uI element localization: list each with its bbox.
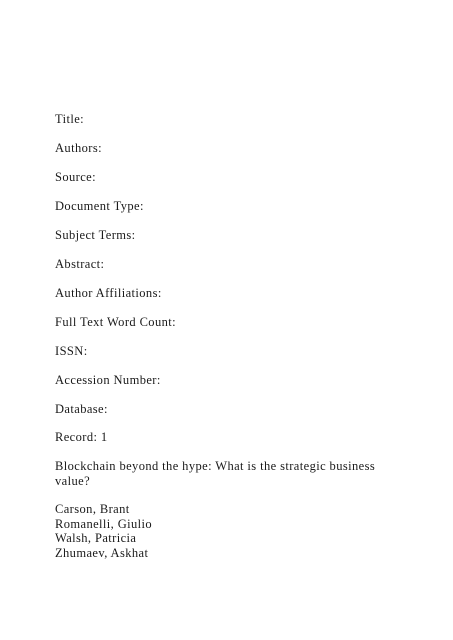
field-label-document-type: Document Type: — [55, 199, 144, 213]
field-label-author-affiliations: Author Affiliations: — [55, 286, 162, 300]
field-label-title: Title: — [55, 112, 85, 126]
author-name: Carson, Brant — [55, 502, 130, 516]
field-label-issn: ISSN: — [55, 344, 88, 358]
author-name: Walsh, Patricia — [55, 531, 137, 545]
author-name: Zhumaev, Askhat — [55, 545, 149, 560]
field-label-source: Source: — [55, 170, 96, 184]
field-label-accession-number: Accession Number: — [55, 373, 161, 387]
field-label-authors: Authors: — [55, 141, 102, 155]
field-label-full-text-word-count: Full Text Word Count: — [55, 315, 176, 329]
author-name: Romanelli, Giulio — [55, 516, 153, 531]
field-label-database: Database: — [55, 402, 108, 416]
record-number: Record: 1 — [55, 430, 108, 444]
field-label-subject-terms: Subject Terms: — [55, 228, 136, 242]
author-list — [55, 502, 152, 560]
article-title: Blockchain beyond the hype: What is the strategic business value? — [55, 459, 376, 488]
field-label-abstract: Abstract: — [55, 257, 105, 271]
